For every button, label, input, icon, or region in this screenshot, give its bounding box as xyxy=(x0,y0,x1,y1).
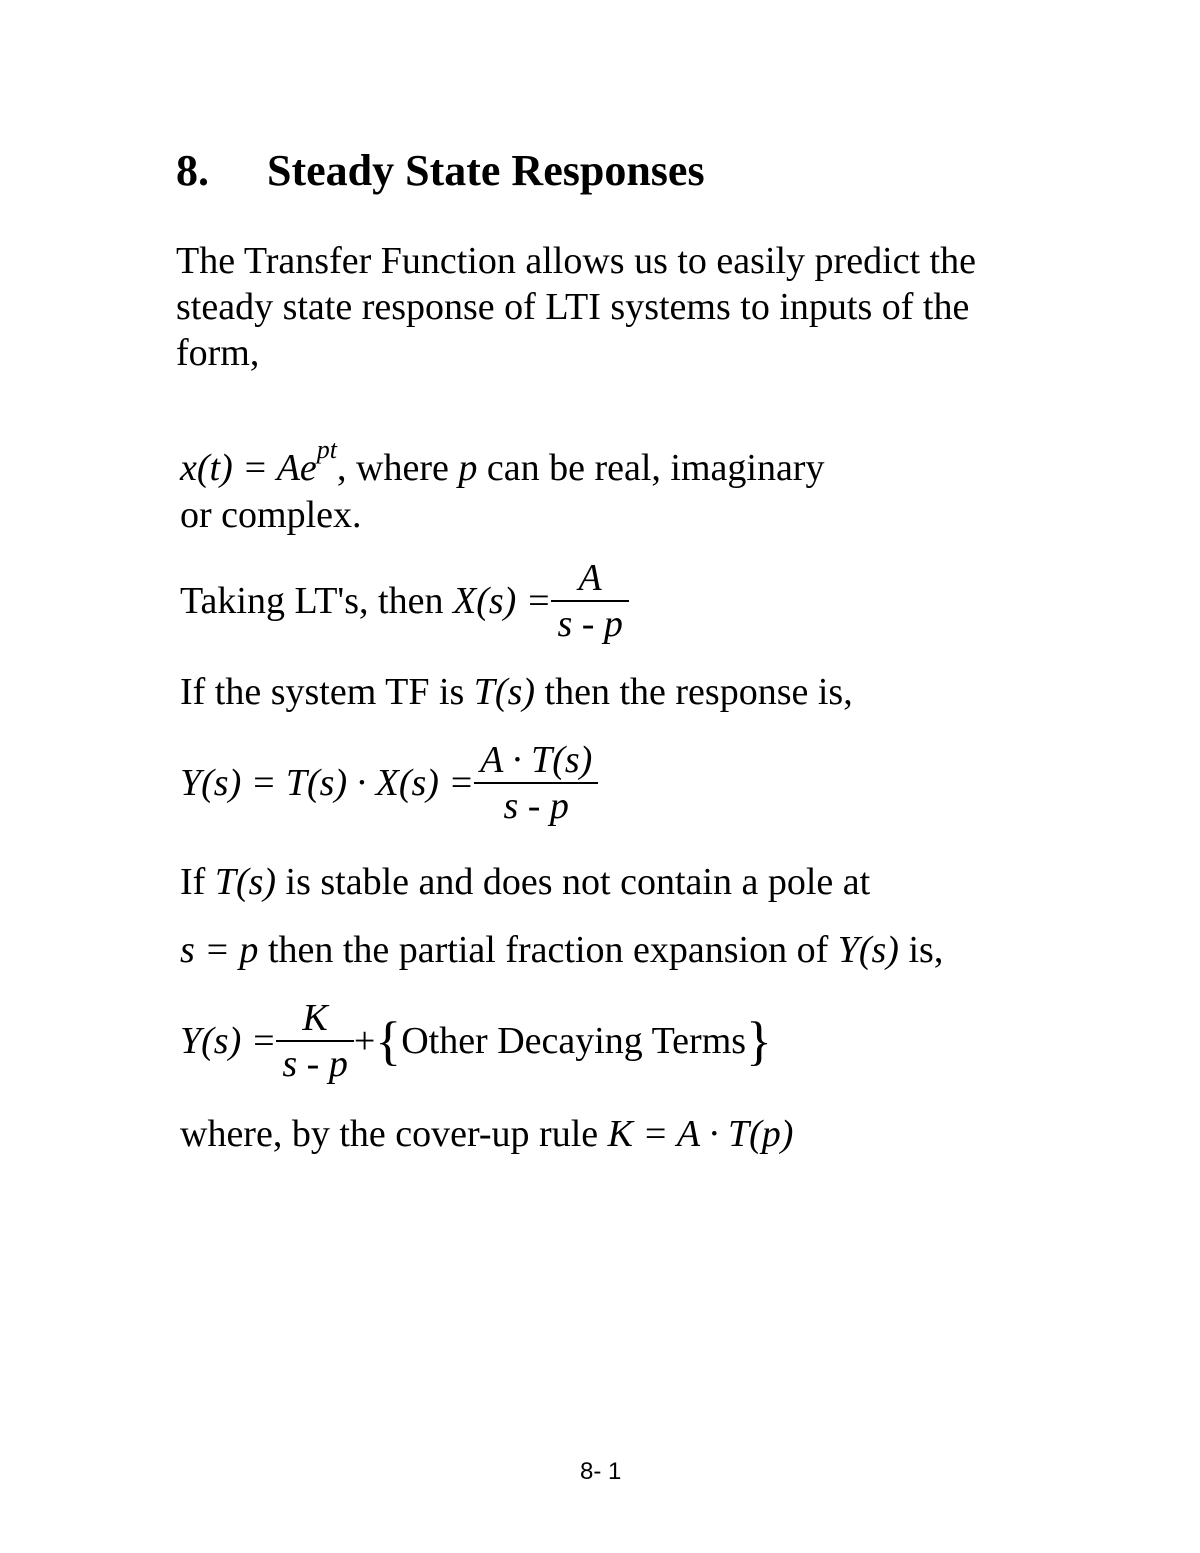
pfe-brace-close: } xyxy=(746,1011,772,1071)
response-fraction xyxy=(474,738,598,828)
section-heading xyxy=(176,145,705,196)
pfe-lhs: Y(s) = xyxy=(180,1020,277,1062)
laplace-equation xyxy=(180,556,629,646)
input-form-lhs: x(t) = Ae xyxy=(180,447,317,489)
coverup-line xyxy=(180,1112,793,1156)
tf-line-tf: T(s) xyxy=(473,671,536,713)
pfe-line-text-a: then the partial fraction expansion of xyxy=(258,929,838,971)
section-title: Steady State Responses xyxy=(267,146,705,195)
intro-paragraph xyxy=(176,238,976,376)
input-form-equation xyxy=(180,428,824,490)
response-equation xyxy=(180,738,598,828)
pfe-numerator: K xyxy=(302,997,328,1039)
page-number: 8- 1 xyxy=(580,1458,622,1485)
stable-line xyxy=(180,860,870,904)
response-lhs: Y(s) = T(s) · X(s) = xyxy=(180,762,475,804)
stable-line-text-a: If xyxy=(180,861,215,903)
pfe-terms: Other Decaying Terms xyxy=(401,1020,747,1062)
pfe-line-ys: Y(s) xyxy=(837,929,899,971)
pfe-condition: s = p xyxy=(180,929,259,971)
laplace-denominator: s - p xyxy=(557,603,623,645)
input-form-line-2: or complex. xyxy=(180,494,362,536)
pfe-equation xyxy=(180,996,772,1086)
pfe-brace-open: { xyxy=(375,1011,402,1071)
pfe-plus: + xyxy=(353,1020,376,1062)
pfe-denominator: s - p xyxy=(282,1043,348,1085)
laplace-numerator: A xyxy=(578,557,602,599)
response-denominator: s - p xyxy=(503,785,569,827)
pfe-line-text-b: is, xyxy=(898,929,944,971)
response-numerator: A · T(s) xyxy=(480,739,593,781)
intro-line-1: The Transfer Function allows us to easily predict the xyxy=(176,240,976,282)
stable-line-tf: T(s) xyxy=(214,861,277,903)
input-form-text-b: can be real, imaginary xyxy=(477,447,825,489)
laplace-fraction xyxy=(551,556,628,646)
tf-line xyxy=(180,670,853,714)
input-form-var-p: p xyxy=(458,447,478,489)
laplace-lhs: X(s) = xyxy=(452,580,552,622)
input-form-exponent: pt xyxy=(316,435,338,464)
intro-line-2: steady state response of LTI systems to inputs of the xyxy=(176,286,970,328)
laplace-prefix: Taking LT's, then xyxy=(180,580,453,622)
stable-line-text-b: is stable and does not contain a pole at xyxy=(276,861,871,903)
section-number: 8. xyxy=(176,146,209,195)
coverup-text: where, by the cover-up rule xyxy=(180,1113,608,1155)
input-form-text-a: , where xyxy=(337,447,459,489)
tf-line-text-b: then the response is, xyxy=(535,671,853,713)
intro-line-3: form, xyxy=(176,332,260,374)
coverup-equation: K = A · T(p) xyxy=(607,1113,794,1155)
pfe-line xyxy=(180,928,943,972)
pfe-fraction xyxy=(276,996,353,1086)
tf-line-text-a: If the system TF is xyxy=(180,671,474,713)
